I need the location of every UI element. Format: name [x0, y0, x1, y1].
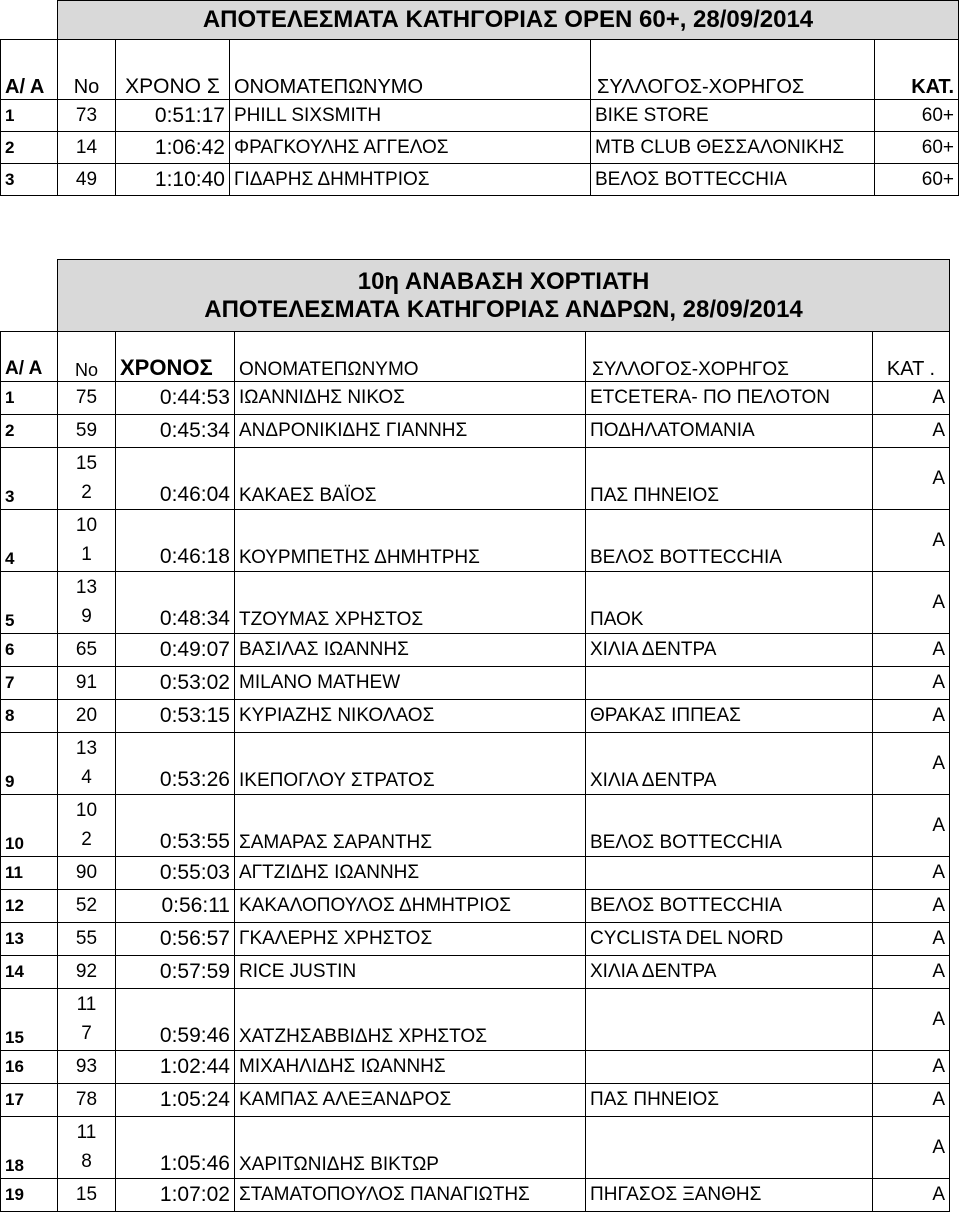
cell-no: 13 4 [58, 733, 116, 795]
table-row [1, 634, 950, 667]
men-title-line1: 10η ΑΝΑΒΑΣΗ ΧΟΡΤΙΑΤΗ [357, 267, 650, 295]
table-row [1, 923, 950, 956]
cell-cat: Α [873, 667, 950, 700]
cell-cat: 60+ [875, 132, 959, 164]
cell-name: ΚΑΚΑΛΟΠΟΥΛΟΣ ΔΗΜΗΤΡΙΟΣ [235, 890, 586, 923]
cell-cat: Α [873, 700, 950, 733]
header-pos: Α/ Α [1, 40, 58, 100]
table-row [1, 1084, 950, 1117]
cell-no: 10 2 [58, 795, 116, 857]
men-title [58, 260, 950, 332]
cell-time: 0:55:03 [116, 857, 235, 890]
table-row [1, 989, 950, 1051]
cell-cat: Α [873, 1179, 950, 1212]
cell-time: 0:53:26 [116, 733, 235, 795]
header-club: ΣΥΛΛΟΓΟΣ-ΧΟΡΗΓΟΣ [591, 40, 875, 100]
cell-cat: Α [873, 1051, 950, 1084]
cell-pos: 14 [1, 956, 58, 989]
cell-name: ΦΡΑΓΚΟΥΛΗΣ ΑΓΓΕΛΟΣ [230, 132, 591, 164]
cell-name: ΙΩΑΝΝΙΔΗΣ ΝΙΚΟΣ [235, 382, 586, 415]
cell-no: 75 [58, 382, 116, 415]
cell-cat: 60+ [875, 164, 959, 196]
header-name: ΟΝΟΜΑΤΕΠΩΝΥΜΟ [230, 40, 591, 100]
header-time: ΧΡΟΝΟ Σ [116, 40, 230, 100]
table-row [1, 733, 950, 795]
table-row [1, 1051, 950, 1084]
cell-cat: Α [873, 733, 950, 795]
cell-time: 1:06:42 [116, 132, 230, 164]
cell-pos: 10 [1, 795, 58, 857]
table-row [1, 100, 959, 132]
cell-club: ΧΙΛΙΑ ΔΕΝΤΡΑ [586, 956, 873, 989]
cell-name: PHILL SIXSMITH [230, 100, 591, 132]
cell-pos: 17 [1, 1084, 58, 1117]
cell-pos: 1 [1, 382, 58, 415]
cell-time: 1:02:44 [116, 1051, 235, 1084]
cell-cat: Α [873, 448, 950, 510]
table-row [1, 700, 950, 733]
header-pos: Α/ Α [1, 332, 58, 382]
cell-time: 0:59:46 [116, 989, 235, 1051]
cell-no: 14 [58, 132, 116, 164]
cell-name: ΒΑΣΙΛΑΣ ΙΩΑΝΝΗΣ [235, 634, 586, 667]
cell-time: 0:56:11 [116, 890, 235, 923]
cell-pos: 15 [1, 989, 58, 1051]
cell-time: 0:53:55 [116, 795, 235, 857]
header-no: No [58, 40, 116, 100]
cell-club: ΒΕΛΟΣ ΒΟΤΤΕCCHIA [586, 795, 873, 857]
cell-time: 0:48:34 [116, 572, 235, 634]
cell-pos: 5 [1, 572, 58, 634]
cell-name: ΓΚΑΛΕΡΗΣ ΧΡΗΣΤΟΣ [235, 923, 586, 956]
cell-club: ΠΗΓΑΣΟΣ ΞΑΝΘΗΣ [586, 1179, 873, 1212]
cell-time: 0:56:57 [116, 923, 235, 956]
cell-no: 15 2 [58, 448, 116, 510]
cell-club: ΠΑΣ ΠΗΝΕΙΟΣ [586, 448, 873, 510]
cell-no: 49 [58, 164, 116, 196]
open60-header-row [1, 40, 959, 100]
header-cat: ΚΑΤ . [873, 332, 950, 382]
cell-cat: 60+ [875, 100, 959, 132]
cell-time: 1:07:02 [116, 1179, 235, 1212]
cell-no: 65 [58, 634, 116, 667]
cell-no: 11 8 [58, 1117, 116, 1179]
cell-pos: 11 [1, 857, 58, 890]
cell-name: ΧΑΡΙΤΩΝΙΔΗΣ ΒΙΚΤΩΡ [235, 1117, 586, 1179]
table-row [1, 415, 950, 448]
cell-no: 10 1 [58, 510, 116, 572]
table-row [1, 132, 959, 164]
cell-club [586, 1117, 873, 1179]
cell-name: ΚΑΜΠΑΣ ΑΛΕΞΑΝΔΡΟΣ [235, 1084, 586, 1117]
cell-time: 0:57:59 [116, 956, 235, 989]
title-spacer [1, 260, 58, 332]
cell-name: ΙΚΕΠΟΓΛΟΥ ΣΤΡΑΤΟΣ [235, 733, 586, 795]
cell-club: ΠΟΔΗΛΑΤΟΜΑΝΙΑ [586, 415, 873, 448]
cell-club: ΒΕΛΟΣ ΒΟΤΤΕCCHIA [586, 510, 873, 572]
cell-time: 0:51:17 [116, 100, 230, 132]
cell-pos: 3 [1, 448, 58, 510]
cell-name: ΣΤΑΜΑΤΟΠΟΥΛΟΣ ΠΑΝΑΓΙΩΤΗΣ [235, 1179, 586, 1212]
cell-pos: 6 [1, 634, 58, 667]
cell-pos: 16 [1, 1051, 58, 1084]
table-row [1, 382, 950, 415]
open60-results-table [0, 0, 959, 196]
cell-pos: 2 [1, 415, 58, 448]
cell-pos: 3 [1, 164, 58, 196]
cell-time: 1:05:46 [116, 1117, 235, 1179]
cell-club [586, 1051, 873, 1084]
table-row [1, 448, 950, 510]
table-row [1, 1117, 950, 1179]
cell-no: 93 [58, 1051, 116, 1084]
cell-cat: Α [873, 1084, 950, 1117]
open60-title: ΑΠΟΤΕΛΕΣΜΑΤΑ ΚΑΤΗΓΟΡΙΑΣ OPEN 60+, 28/09/2014 [58, 1, 959, 40]
cell-pos: 4 [1, 510, 58, 572]
cell-time: 0:45:34 [116, 415, 235, 448]
cell-cat: Α [873, 510, 950, 572]
cell-time: 1:10:40 [116, 164, 230, 196]
cell-club [586, 857, 873, 890]
table-row [1, 857, 950, 890]
cell-name: ΜΙΧΑΗΛΙΔΗΣ ΙΩΑΝΝΗΣ [235, 1051, 586, 1084]
cell-pos: 19 [1, 1179, 58, 1212]
cell-club: ΧΙΛΙΑ ΔΕΝΤΡΑ [586, 634, 873, 667]
table-row [1, 164, 959, 196]
cell-pos: 1 [1, 100, 58, 132]
cell-club: BIKE STORE [591, 100, 875, 132]
men-header-row [1, 332, 950, 382]
cell-time: 0:53:02 [116, 667, 235, 700]
cell-no: 13 9 [58, 572, 116, 634]
cell-cat: Α [873, 956, 950, 989]
cell-club: ETCETERA- ΠΟ ΠΕΛΟΤΟΝ [586, 382, 873, 415]
cell-no: 52 [58, 890, 116, 923]
table-row [1, 572, 950, 634]
cell-no: 78 [58, 1084, 116, 1117]
header-no: No [58, 332, 116, 382]
cell-name: ΓΙΔΑΡΗΣ ΔΗΜΗΤΡΙΟΣ [230, 164, 591, 196]
title-spacer [1, 1, 58, 40]
cell-cat: Α [873, 634, 950, 667]
cell-time: 0:44:53 [116, 382, 235, 415]
cell-time: 0:53:15 [116, 700, 235, 733]
cell-cat: Α [873, 415, 950, 448]
table-row [1, 510, 950, 572]
header-cat: ΚΑΤ. [875, 40, 959, 100]
header-club: ΣΥΛΛΟΓΟΣ-ΧΟΡΗΓΟΣ [586, 332, 873, 382]
cell-time: 0:46:18 [116, 510, 235, 572]
cell-time: 0:49:07 [116, 634, 235, 667]
cell-club [586, 667, 873, 700]
cell-cat: Α [873, 795, 950, 857]
cell-cat: Α [873, 857, 950, 890]
cell-no: 90 [58, 857, 116, 890]
cell-name: ΑΝΔΡΟΝΙΚΙΔΗΣ ΓΙΑΝΝΗΣ [235, 415, 586, 448]
table-row [1, 890, 950, 923]
cell-cat: Α [873, 1117, 950, 1179]
cell-cat: Α [873, 890, 950, 923]
table-row [1, 795, 950, 857]
cell-cat: Α [873, 923, 950, 956]
cell-no: 11 7 [58, 989, 116, 1051]
cell-time: 0:46:04 [116, 448, 235, 510]
cell-pos: 12 [1, 890, 58, 923]
cell-name: RICE JUSTIN [235, 956, 586, 989]
cell-name: ΚΟΥΡΜΠΕΤΗΣ ΔΗΜΗΤΡΗΣ [235, 510, 586, 572]
header-name: ΟΝΟΜΑΤΕΠΩΝΥΜΟ [235, 332, 586, 382]
cell-club: CYCLISTA DEL NORD [586, 923, 873, 956]
men-title-line2: ΑΠΟΤΕΛΕΣΜΑΤΑ ΚΑΤΗΓΟΡΙΑΣ ΑΝΔΡΩΝ, 28/09/2014 [204, 295, 803, 323]
cell-no: 92 [58, 956, 116, 989]
cell-no: 55 [58, 923, 116, 956]
cell-no: 15 [58, 1179, 116, 1212]
cell-no: 59 [58, 415, 116, 448]
cell-club: ΒΕΛΟΣ ΒΟΤΤΕCCHIA [586, 890, 873, 923]
cell-club: ΠΑΟΚ [586, 572, 873, 634]
cell-club: ΧΙΛΙΑ ΔΕΝΤΡΑ [586, 733, 873, 795]
cell-name: ΧΑΤΖΗΣΑΒΒΙΔΗΣ ΧΡΗΣΤΟΣ [235, 989, 586, 1051]
cell-club: MTB CLUB ΘΕΣΣΑΛΟΝΙΚΗΣ [591, 132, 875, 164]
cell-pos: 8 [1, 700, 58, 733]
cell-pos: 13 [1, 923, 58, 956]
table-row [1, 956, 950, 989]
cell-name: ΣΑΜΑΡΑΣ ΣΑΡΑΝΤΗΣ [235, 795, 586, 857]
cell-name: ΤΖΟΥΜΑΣ ΧΡΗΣΤΟΣ [235, 572, 586, 634]
cell-pos: 7 [1, 667, 58, 700]
cell-pos: 2 [1, 132, 58, 164]
cell-cat: Α [873, 382, 950, 415]
cell-name: ΚΥΡΙΑΖΗΣ ΝΙΚΟΛΑΟΣ [235, 700, 586, 733]
cell-cat: Α [873, 572, 950, 634]
cell-pos: 9 [1, 733, 58, 795]
header-time: ΧΡΟΝΟΣ [116, 332, 235, 382]
cell-club: ΒΕΛΟΣ ΒΟΤΤΕCCHIA [591, 164, 875, 196]
cell-club: ΠΑΣ ΠΗΝΕΙΟΣ [586, 1084, 873, 1117]
cell-pos: 18 [1, 1117, 58, 1179]
table-row [1, 667, 950, 700]
cell-no: 20 [58, 700, 116, 733]
cell-cat: Α [873, 989, 950, 1051]
men-results-table [0, 259, 950, 1212]
cell-time: 1:05:24 [116, 1084, 235, 1117]
cell-name: ΑΓΤΖΙΔΗΣ ΙΩΑΝΝΗΣ [235, 857, 586, 890]
cell-name: MILANO MATHEW [235, 667, 586, 700]
cell-no: 91 [58, 667, 116, 700]
cell-no: 73 [58, 100, 116, 132]
cell-club [586, 989, 873, 1051]
cell-club: ΘΡΑΚΑΣ ΙΠΠΕΑΣ [586, 700, 873, 733]
cell-name: ΚΑΚΑΕΣ ΒΑΪΟΣ [235, 448, 586, 510]
